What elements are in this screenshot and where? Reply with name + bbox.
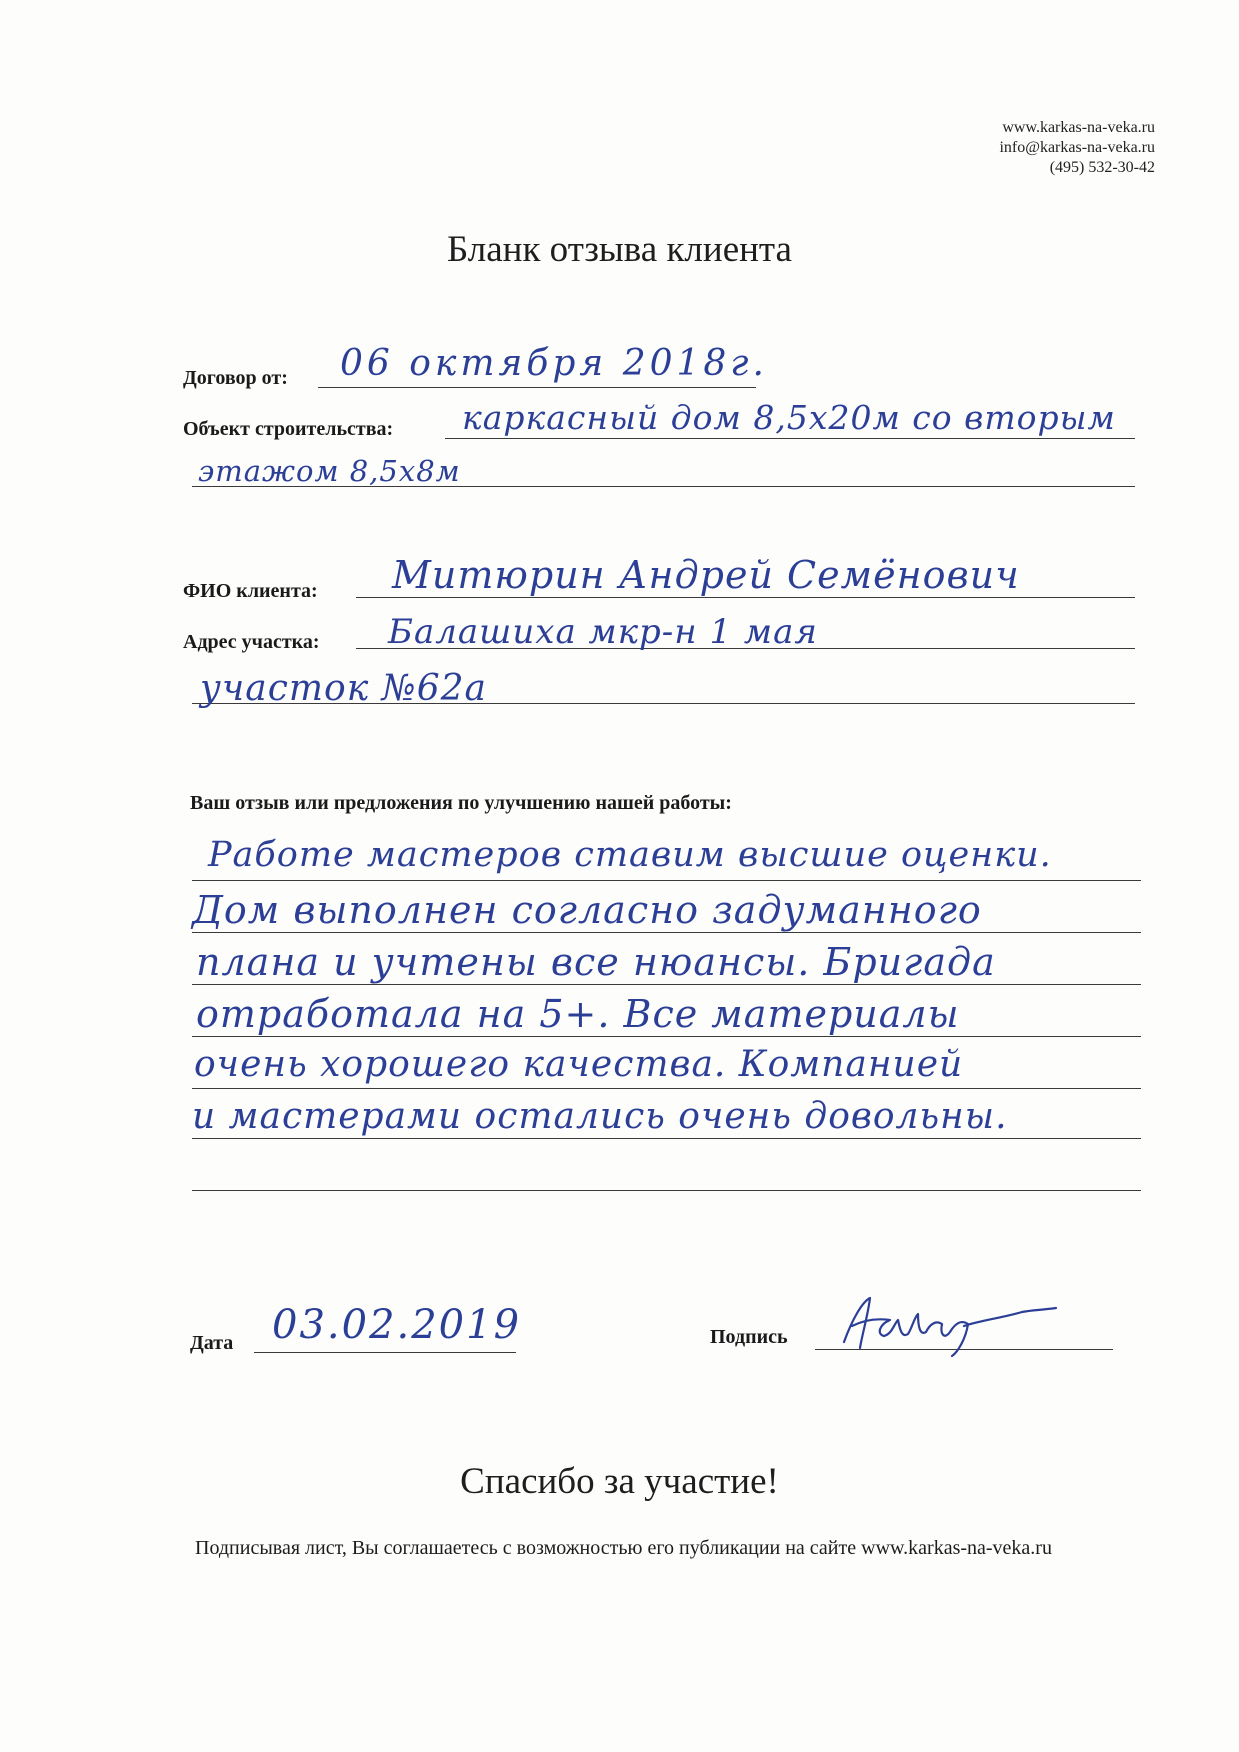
review-line-7: [192, 1190, 1141, 1191]
review-text-line-6: и мастерами остались очень довольны.: [192, 1096, 1008, 1137]
contact-block: [999, 118, 1155, 178]
consent-note: Подписывая лист, Вы соглашаетесь с возможностью его публикации на сайте www.karkas-na-veka.ru: [195, 1537, 1052, 1559]
review-text-line-1: Работе мастеров ставим высшие оценки.: [208, 835, 1052, 875]
date-value: 03.02.2019: [272, 1302, 522, 1348]
review-text-line-3: плана и учтены все нюансы. Бригада: [196, 940, 996, 984]
date-line: [254, 1352, 516, 1353]
website-link[interactable]: www.karkas-na-veka.ru: [1002, 119, 1155, 136]
phone-number: (495) 532-30-42: [1049, 159, 1155, 176]
review-text-line-4: отработала на 5+. Все материалы: [196, 992, 960, 1036]
client-name-line: [356, 597, 1135, 598]
review-text-line-5: очень хорошего качества. Компанией: [194, 1044, 964, 1085]
object-value-line-1: каркасный дом 8,5х20м со вторым: [462, 398, 1116, 437]
review-line-6: [192, 1138, 1141, 1139]
review-line-4: [192, 1036, 1141, 1037]
object-line-1: [445, 438, 1135, 439]
review-label: Ваш отзыв или предложения по улучшению нашей работы:: [190, 792, 732, 814]
review-line-2: [192, 932, 1141, 933]
email-link[interactable]: info@karkas-na-veka.ru: [999, 139, 1155, 156]
object-label: Объект строительства:: [183, 418, 394, 440]
review-line-5: [192, 1088, 1141, 1089]
contract-date-value: 06 октября 2018г.: [340, 343, 768, 384]
review-line-3: [192, 984, 1141, 985]
object-value-line-2: этажом 8,5х8м: [198, 454, 461, 488]
client-name-value: Митюрин Андрей Семёнович: [392, 553, 1020, 597]
address-value-line-1: Балашиха мкр-н 1 мая: [388, 612, 818, 652]
client-name-label: ФИО клиента:: [183, 580, 318, 602]
form-title: Бланк отзыва клиента: [447, 229, 792, 270]
contract-line: [318, 387, 756, 388]
review-line-1: [192, 880, 1141, 881]
handwritten-signature: [832, 1290, 1092, 1360]
review-text-line-2: Дом выполнен согласно задуманного: [192, 888, 982, 932]
thanks-heading: Спасибо за участие!: [460, 1461, 779, 1502]
date-label: Дата: [190, 1332, 234, 1354]
address-value-line-2: участок №62а: [200, 668, 487, 709]
signature-label: Подпись: [710, 1326, 788, 1348]
contract-label: Договор от:: [183, 367, 288, 389]
address-label: Адрес участка:: [183, 631, 320, 653]
